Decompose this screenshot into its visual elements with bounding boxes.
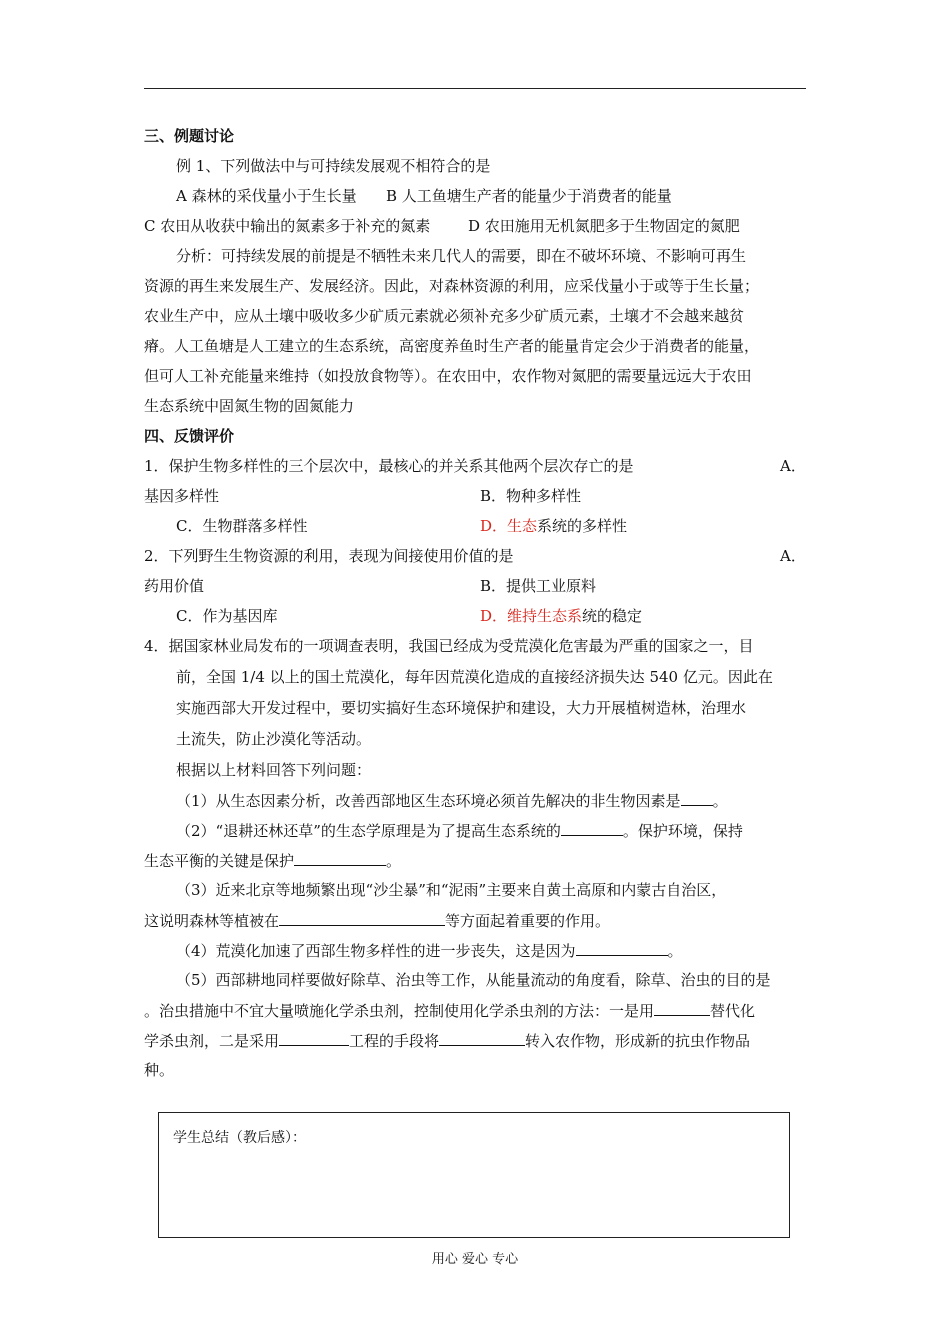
q2-d-rest: 统的稳定 <box>582 607 643 625</box>
q1-option-d <box>480 516 627 536</box>
q4-line-2: 前，全国 1/4 以上的国土荒漠化，每年因荒漠化造成的直接经济损失达 540 亿元。因此在 <box>176 668 773 686</box>
q4-p5-text-2: 。治虫措施中不宜大量喷施化学杀虫剂，控制使用化学杀虫剂的方法：一是用 <box>144 1002 655 1020</box>
q1-a-text: 基因多样性 <box>144 487 220 505</box>
q4-part-5-cont-1 <box>144 1000 755 1021</box>
q4-p4-end: 。 <box>667 942 683 960</box>
q4-p3-end: 等方面起着重要的作用。 <box>445 912 611 930</box>
header-rule <box>144 88 806 89</box>
example-title: 例 1、下列做法中与可持续发展观不相符合的是 <box>176 157 491 175</box>
section4-heading: 四、反馈评价 <box>144 427 235 445</box>
answer-blank-1[interactable] <box>681 790 713 806</box>
q4-part-5-end: 种。 <box>144 1061 175 1079</box>
q4-p2-rest: 。保护环境，保持 <box>622 822 743 840</box>
q4-p5-text-6: 转入农作物，形成新的抗虫作物品 <box>525 1032 751 1050</box>
q4-p5-text-4: 学杀虫剂，二是采用 <box>144 1032 280 1050</box>
q4-line-5: 根据以上材料回答下列问题： <box>176 761 372 779</box>
q4-line-3: 实施西部大开发过程中，要切实搞好生态环境保护和建设，大力开展植树造林，治理水 <box>176 699 747 717</box>
q4-p2-end: 。 <box>386 852 402 870</box>
q4-part-2-cont <box>144 850 401 871</box>
analysis-line-1: 分析：可持续发展的前提是不牺牲未来几代人的需要，即在不破坏环境、不影响可再生 <box>176 247 747 265</box>
q4-p2-text-2: 生态平衡的关键是保护 <box>144 852 295 870</box>
student-summary-label: 学生总结（教后感）： <box>173 1130 306 1146</box>
q2-stem: 2．下列野生生物资源的利用，表现为间接使用价值的是 <box>144 547 514 565</box>
option-c: C 农田从收获中输出的氮素多于补充的氮素 <box>144 217 431 235</box>
analysis-line-6: 生态系统中固氮生物的固氮能力 <box>144 397 355 415</box>
analysis-line-5: 但可人工补充能量来维持（如投放食物等）。在农田中，农作物对氮肥的需要量远远大于农田 <box>144 367 752 385</box>
answer-blank-8[interactable] <box>439 1030 525 1046</box>
q2-d-red: 维持生态系 <box>507 607 583 625</box>
answer-blank-7[interactable] <box>279 1030 349 1046</box>
q1-d-red: 生态 <box>507 517 538 535</box>
q4-part-4 <box>176 940 683 961</box>
option-a: A 森林的采伐量小于生长量 <box>176 187 357 205</box>
q2-d-letter: D． <box>480 607 508 625</box>
q4-part-5-cont-2 <box>144 1030 750 1051</box>
q4-p5-text-5: 工程的手段将 <box>349 1032 440 1050</box>
answer-blank-5[interactable] <box>576 940 668 956</box>
analysis-line-2: 资源的再生来发展生产、发展经济。因此，对森林资源的利用，应采伐量小于或等于生长量； <box>144 277 760 295</box>
q4-p2-text: （2）“退耕还林还草”的生态学原理是为了提高生态系统的 <box>176 822 561 840</box>
analysis-line-3: 农业生产中，应从土壤中吸收多少矿质元素就必须补充多少矿质元素，土壤才不会越来越贫 <box>144 307 745 325</box>
q4-part-5: （5）西部耕地同样要做好除草、治虫等工作，从能量流动的角度看，除草、治虫的目的是 <box>176 971 771 989</box>
q4-part-3: （3）近来北京等地频繁出现“沙尘暴”和“泥雨”主要来自黄土高原和内蒙古自治区， <box>176 881 727 899</box>
section3-heading: 三、例题讨论 <box>144 127 235 145</box>
q1-option-c: C．生物群落多样性 <box>176 517 308 535</box>
q4-p1-end: 。 <box>712 792 728 810</box>
answer-blank-6[interactable] <box>654 1000 710 1016</box>
q1-a-letter: A． <box>780 457 806 475</box>
q2-option-b: B．提供工业原料 <box>480 577 597 595</box>
q4-line-1: 4．据国家林业局发布的一项调查表明，我国已经成为受荒漠化危害最为严重的国家之一，目 <box>144 637 754 655</box>
q4-part-1 <box>176 790 728 811</box>
q4-line-4: 土流失，防止沙漠化等活动。 <box>176 730 372 748</box>
student-summary-box[interactable] <box>158 1112 790 1238</box>
q4-p3-text: 这说明森林等植被在 <box>144 912 280 930</box>
q4-part-2 <box>176 820 743 841</box>
option-b: B 人工鱼塘生产者的能量少于消费者的能量 <box>386 187 672 205</box>
q1-d-letter: D． <box>480 517 508 535</box>
q1-d-rest: 系统的多样性 <box>537 517 628 535</box>
q4-p5-text-3: 替代化 <box>710 1002 756 1020</box>
answer-blank-4[interactable] <box>279 910 445 926</box>
q2-option-c: C．作为基因库 <box>176 607 278 625</box>
answer-blank-3[interactable] <box>294 850 386 866</box>
q2-option-d <box>480 606 642 626</box>
q1-stem: 1．保护生物多样性的三个层次中，最核心的并关系其他两个层次存亡的是 <box>144 457 634 475</box>
q4-part-3-cont <box>144 910 610 931</box>
q4-p4-text: （4）荒漠化加速了西部生物多样性的进一步丧失，这是因为 <box>176 942 576 960</box>
q2-a-letter: A． <box>780 547 806 565</box>
option-d: D 农田施用无机氮肥多于生物固定的氮肥 <box>468 217 740 235</box>
q1-option-b: B．物种多样性 <box>480 487 582 505</box>
analysis-line-4: 瘠。人工鱼塘是人工建立的生态系统，高密度养鱼时生产者的能量肯定会少于消费者的能量， <box>144 337 760 355</box>
q4-p1-text: （1）从生态因素分析，改善西部地区生态环境必须首先解决的非生物因素是 <box>176 792 681 810</box>
page-footer: 用心 爱心 专心 <box>431 1252 519 1267</box>
answer-blank-2[interactable] <box>561 820 623 836</box>
q2-a-text: 药用价值 <box>144 577 205 595</box>
